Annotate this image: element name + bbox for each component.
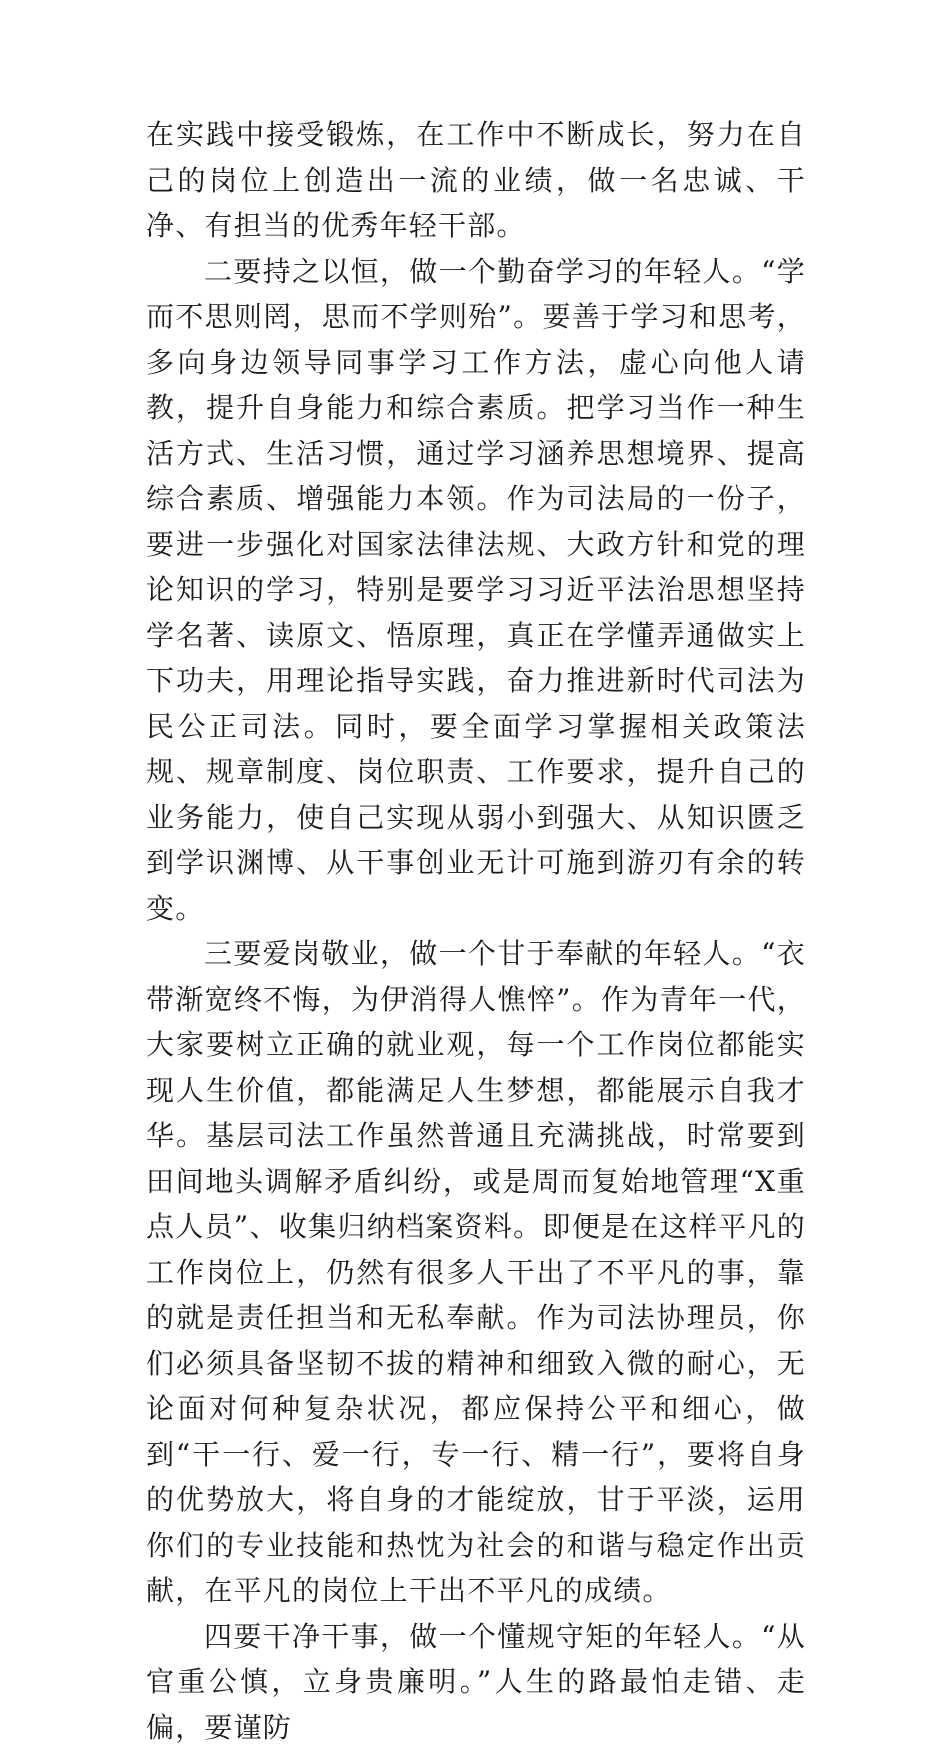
document-body [146, 112, 806, 1750]
paragraph-4: 四要干净干事，做一个懂规守矩的年轻人。“从官重公慎，立身贵廉明。”人生的路最怕走错、走偏，要谨防 [146, 1614, 806, 1750]
paragraph-2: 二要持之以恒，做一个勤奋学习的年轻人。“学而不思则罔，思而不学则殆”。要善于学习和思考，多向身边领导同事学习工作方法，虚心向他人请教，提升自身能力和综合素质。把学习当作一种生活方式、生活习惯，通过学习涵养思想境界、提高综合素质、增强能力本领。作为司法局的一份子，要进一步强化对国家法律法规、大政方针和党的理论知识的学习，特别是要学习习近平法治思想坚持学名著、读原文、悟原理，真正在学懂弄通做实上下功夫，用理论指导实践，奋力推进新时代司法为民公正司法。同时，要全面学习掌握相关政策法规、规章制度、岗位职责、工作要求，提升自己的业务能力，使自己实现从弱小到强大、从知识匮乏到学识渊博、从干事创业无计可施到游刃有余的转变。 [146, 249, 806, 932]
paragraph-1: 在实践中接受锻炼，在工作中不断成长，努力在自己的岗位上创造出一流的业绩，做一名忠诚、干净、有担当的优秀年轻干部。 [146, 112, 806, 249]
paragraph-3: 三要爱岗敬业，做一个甘于奉献的年轻人。“衣带渐宽终不悔，为伊消得人憔悴”。作为青年一代，大家要树立正确的就业观，每一个工作岗位都能实现人生价值，都能满足人生梦想，都能展示自我才华。基层司法工作虽然普通且充满挑战，时常要到田间地头调解矛盾纠纷，或是周而复始地管理“X重点人员”、收集归纳档案资料。即便是在这样平凡的工作岗位上，仍然有很多人干出了不平凡的事，靠的就是责任担当和无私奉献。作为司法协理员，你们必须具备坚韧不拔的精神和细致入微的耐心，无论面对何种复杂状况，都应保持公平和细心，做到“干一行、爱一行，专一行、精一行”，要将自身的优势放大，将自身的才能绽放，甘于平淡，运用你们的专业技能和热忱为社会的和谐与稳定作出贡献，在平凡的岗位上干出不平凡的成绩。 [146, 931, 806, 1614]
